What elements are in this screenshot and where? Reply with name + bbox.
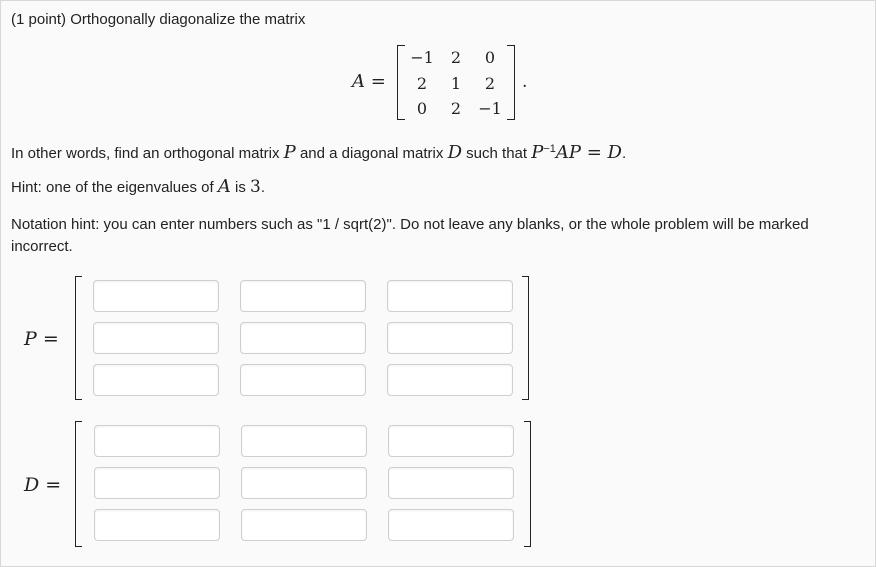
matrix-d-right-bracket bbox=[524, 421, 531, 547]
p-input-r3c1[interactable] bbox=[93, 364, 219, 396]
d-input-r2c1[interactable] bbox=[94, 467, 220, 499]
p-input-r2c1[interactable] bbox=[93, 322, 219, 354]
matrix-a-right-bracket bbox=[507, 45, 515, 120]
d-input-r1c1[interactable] bbox=[94, 425, 220, 457]
p-input-r3c2[interactable] bbox=[240, 364, 366, 396]
matrix-a-cell: −1 bbox=[478, 99, 502, 118]
notation-hint-line2: incorrect. bbox=[11, 238, 73, 255]
d-input-r3c3[interactable] bbox=[388, 509, 514, 541]
matrix-a-cell: 0 bbox=[416, 99, 428, 118]
matrix-a-cell: 2 bbox=[484, 74, 496, 93]
d-input-r1c3[interactable] bbox=[388, 425, 514, 457]
p-input-r1c3[interactable] bbox=[387, 280, 513, 312]
matrix-a-label: A = bbox=[352, 71, 386, 92]
p-input-r1c2[interactable] bbox=[240, 280, 366, 312]
matrix-a-cell: 2 bbox=[416, 74, 428, 93]
d-input-r3c1[interactable] bbox=[94, 509, 220, 541]
matrix-a-cell: 2 bbox=[450, 99, 462, 118]
matrix-a-period: . bbox=[522, 72, 528, 92]
p-input-r2c2[interactable] bbox=[240, 322, 366, 354]
matrix-p-right-bracket bbox=[522, 276, 529, 400]
matrix-d-label: D = bbox=[24, 474, 62, 496]
p-input-r1c1[interactable] bbox=[93, 280, 219, 312]
d-input-r2c2[interactable] bbox=[241, 467, 367, 499]
matrix-a-cell: 2 bbox=[450, 48, 462, 67]
hint-text: Hint: one of the eigenvalues of A is 3. bbox=[11, 176, 265, 197]
instruction-text: In other words, find an orthogonal matrix P and a diagonal matrix D such that $P^{-1}AP = D$. bbox=[11, 142, 627, 163]
matrix-a-cell: 1 bbox=[450, 74, 462, 93]
matrix-p-left-bracket bbox=[75, 276, 82, 400]
problem-header: (1 point) Orthogonally diagonalize the matrix bbox=[11, 11, 306, 28]
matrix-a-left-bracket bbox=[397, 45, 405, 120]
matrix-a-cell: 0 bbox=[484, 48, 496, 67]
d-input-r2c3[interactable] bbox=[388, 467, 514, 499]
notation-hint-line1: Notation hint: you can enter numbers such as "1 / sqrt(2)". Do not leave any blanks, or the whole problem will be marked bbox=[11, 216, 809, 233]
matrix-a-cell: −1 bbox=[410, 48, 434, 67]
p-input-r2c3[interactable] bbox=[387, 322, 513, 354]
matrix-d-left-bracket bbox=[75, 421, 82, 547]
p-input-r3c3[interactable] bbox=[387, 364, 513, 396]
d-input-r1c2[interactable] bbox=[241, 425, 367, 457]
matrix-p-label: P = bbox=[24, 328, 59, 350]
d-input-r3c2[interactable] bbox=[241, 509, 367, 541]
